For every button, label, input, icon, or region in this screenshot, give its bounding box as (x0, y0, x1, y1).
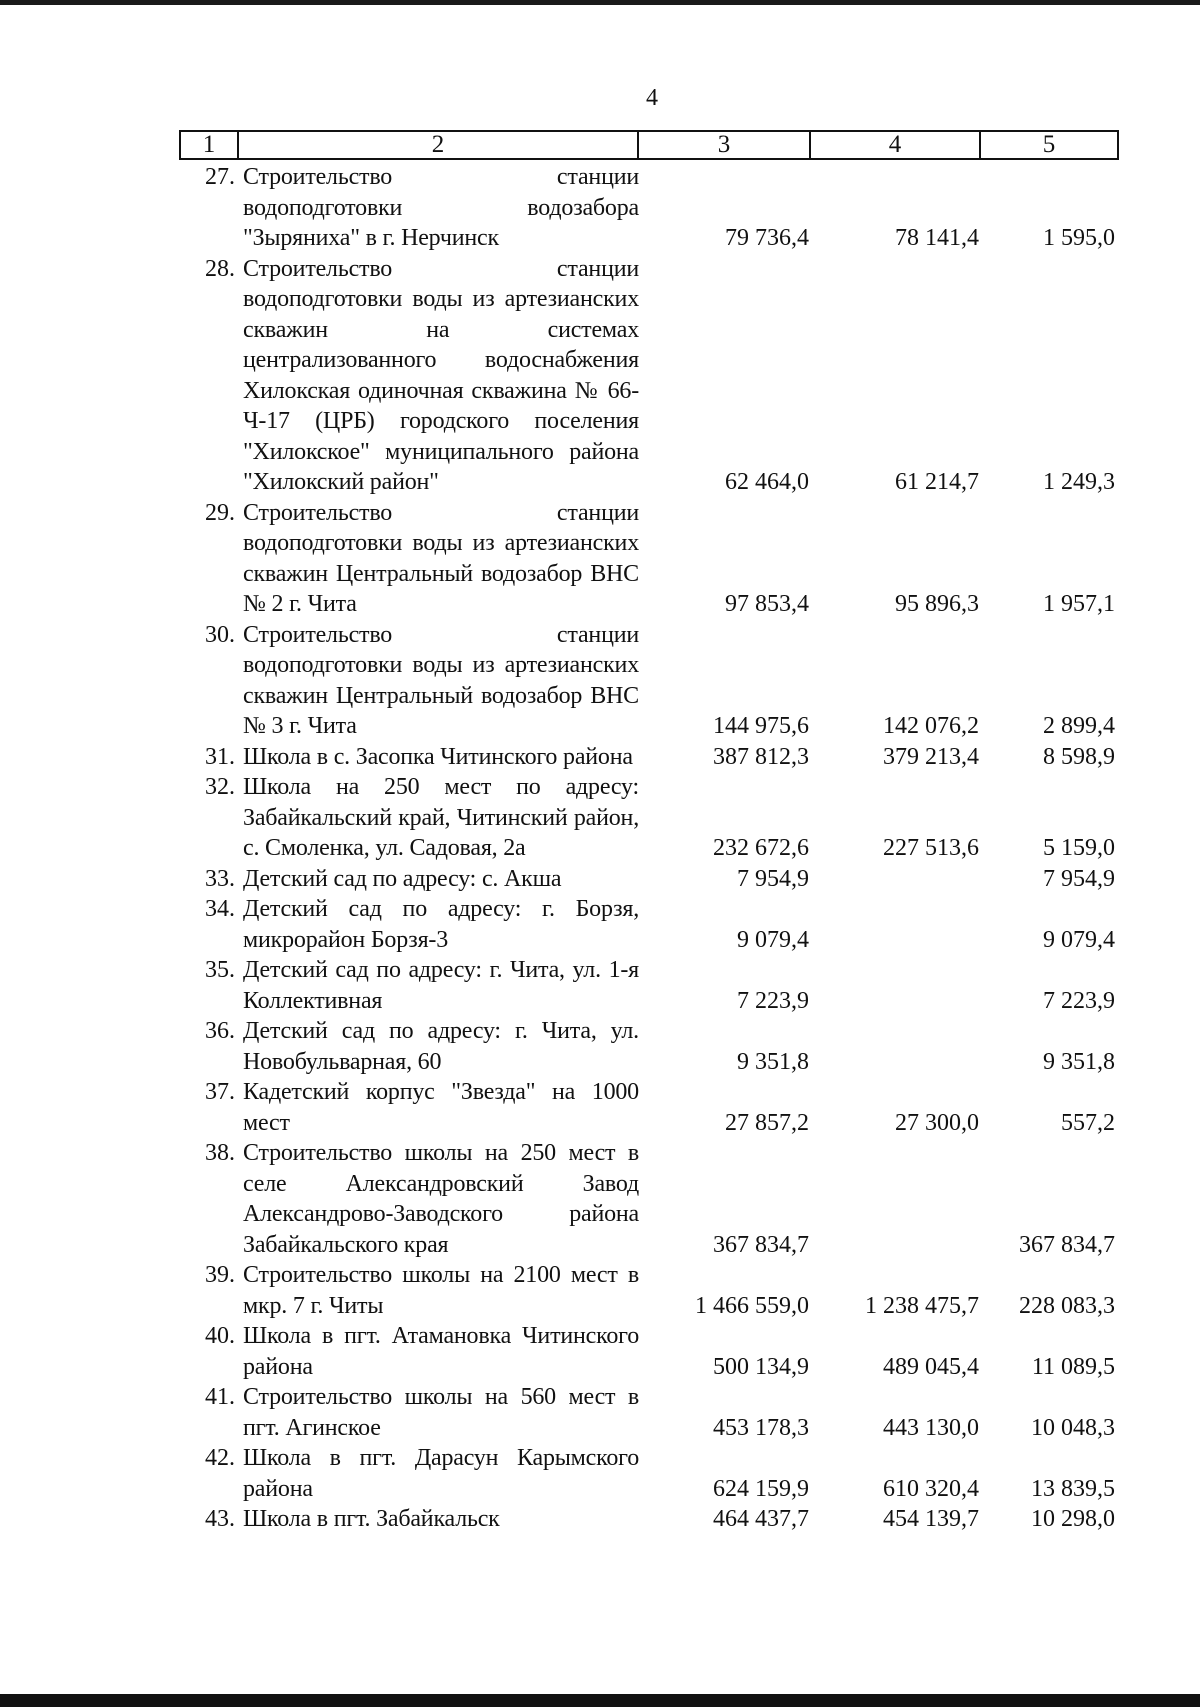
bottom-scan-border (0, 1694, 1200, 1707)
row-number: 35. (205, 957, 235, 983)
row-federal: 1 238 475,7 (865, 1292, 979, 1319)
table-row (179, 1260, 1119, 1321)
row-total: 453 178,3 (713, 1414, 809, 1441)
row-name: Детский сад по адресу: г. Чита, ул. Новобульварная, 60 (243, 1018, 639, 1075)
table-row (179, 864, 1119, 895)
row-name: Школа в пгт. Атамановка Читинского района (243, 1323, 639, 1380)
row-name: Детский сад по адресу: г. Чита, ул. 1-я Коллективная (243, 957, 639, 1014)
row-number: 37. (205, 1079, 235, 1105)
row-regional: 1 249,3 (1043, 469, 1115, 495)
row-regional: 1 957,1 (1043, 591, 1115, 617)
row-federal: 443 130,0 (883, 1414, 979, 1441)
row-total: 624 159,9 (713, 1475, 809, 1502)
top-scan-border (0, 0, 1200, 5)
row-total: 367 834,7 (713, 1231, 809, 1258)
row-regional: 9 351,8 (1043, 1048, 1115, 1075)
row-regional: 7 223,9 (1043, 987, 1115, 1014)
row-number: 27. (205, 164, 235, 190)
row-total: 7 223,9 (737, 987, 809, 1014)
row-regional: 8 598,9 (1043, 743, 1115, 770)
row-number: 31. (205, 743, 235, 770)
row-federal: 454 139,7 (883, 1506, 979, 1532)
table-row (179, 955, 1119, 1016)
table-row (179, 1016, 1119, 1077)
table-row (179, 254, 1119, 498)
column-header-4: 4 (811, 132, 981, 158)
row-name: Кадетский корпус "Звезда" на 1000 мест (243, 1079, 639, 1136)
row-name: Строительство станции водоподготовки воды из артезианских скважин Центральный водозабор ВНС № 3 г. Чита (243, 621, 639, 739)
row-total: 387 812,3 (713, 743, 809, 770)
row-regional: 9 079,4 (1043, 926, 1115, 953)
row-name: Школа в с. Засопка Читинского района (243, 743, 633, 770)
row-number: 34. (205, 896, 235, 922)
row-total: 464 437,7 (713, 1506, 809, 1532)
row-number: 42. (205, 1445, 235, 1471)
row-name: Школа в пгт. Забайкальск (243, 1506, 500, 1532)
row-number: 41. (205, 1384, 235, 1410)
row-total: 7 954,9 (737, 865, 809, 892)
row-federal: 227 513,6 (883, 835, 979, 861)
row-federal: 78 141,4 (895, 225, 979, 251)
table-row (179, 1321, 1119, 1382)
row-total: 62 464,0 (725, 469, 809, 495)
row-federal: 489 045,4 (883, 1353, 979, 1380)
row-total: 9 079,4 (737, 926, 809, 953)
column-header-2: 2 (239, 132, 639, 158)
row-number: 43. (205, 1506, 235, 1532)
table-row (179, 498, 1119, 620)
row-federal: 27 300,0 (895, 1109, 979, 1136)
row-total: 144 975,6 (713, 713, 809, 739)
row-name: Строительство школы на 250 мест в селе Александровский Завод Александрово-Заводского района Забайкальского края (243, 1140, 639, 1258)
page-number: 4 (646, 85, 658, 111)
row-name: Строительство станции водоподготовки воды из артезианских скважин на системах централизованного водоснабжения Хилокская одиночная скважина № 66-Ч-17 (ЦРБ) городского поселения "Хилокское" муниципального района "Хилокский район" (243, 255, 639, 495)
table-row (179, 1443, 1119, 1504)
row-regional: 557,2 (1061, 1109, 1115, 1136)
row-total: 232 672,6 (713, 835, 809, 861)
table-row (179, 742, 1119, 773)
column-header-5: 5 (1042, 131, 1056, 158)
row-number: 29. (205, 499, 235, 526)
row-federal: 95 896,3 (895, 591, 979, 617)
row-regional: 2 899,4 (1043, 713, 1115, 739)
row-number: 38. (205, 1140, 235, 1166)
row-number: 32. (205, 774, 235, 800)
row-regional: 10 048,3 (1031, 1414, 1115, 1441)
row-total: 1 466 559,0 (695, 1292, 809, 1319)
table-row (179, 894, 1119, 955)
row-number: 28. (205, 255, 235, 282)
row-name: Строительство школы на 2100 мест в мкр. 7 г. Читы (243, 1262, 639, 1319)
column-header-1: 1 (181, 132, 239, 158)
row-name: Школа на 250 мест по адресу: Забайкальский край, Читинский район, с. Смоленка, ул. Садовая, 2а (243, 774, 639, 861)
table-header (179, 130, 1119, 160)
row-total: 9 351,8 (737, 1048, 809, 1075)
row-number: 36. (205, 1018, 235, 1044)
row-name: Строительство станции водоподготовки воды из артезианских скважин Центральный водозабор ВНС № 2 г. Чита (243, 499, 639, 617)
row-name: Детский сад по адресу: г. Борзя, микрорайон Борзя-3 (243, 896, 639, 953)
row-number: 33. (205, 865, 235, 892)
row-regional: 11 089,5 (1031, 1353, 1115, 1380)
table-row (179, 1077, 1119, 1138)
row-federal: 379 213,4 (883, 743, 979, 770)
row-total: 500 134,9 (713, 1353, 809, 1380)
column-header-3: 3 (639, 132, 811, 158)
row-name: Строительство станции водоподготовки водозабора "Зыряниха" в г. Нерчинск (243, 164, 639, 251)
row-name: Детский сад по адресу: с. Акша (243, 865, 562, 892)
row-regional: 7 954,9 (1043, 865, 1115, 892)
row-federal: 142 076,2 (883, 713, 979, 739)
table-body (179, 162, 1119, 1535)
row-name: Строительство школы на 560 мест в пгт. Агинское (243, 1384, 639, 1441)
row-regional: 5 159,0 (1043, 835, 1115, 861)
table-row (179, 1504, 1119, 1535)
row-number: 39. (205, 1262, 235, 1288)
table-row (179, 620, 1119, 742)
table-row (179, 1138, 1119, 1260)
row-regional: 1 595,0 (1043, 225, 1115, 251)
row-regional: 13 839,5 (1031, 1475, 1115, 1502)
row-regional: 367 834,7 (1019, 1231, 1115, 1258)
table-row (179, 1382, 1119, 1443)
row-name: Школа в пгт. Дарасун Карымского района (243, 1445, 639, 1502)
row-number: 30. (205, 621, 235, 648)
row-total: 27 857,2 (725, 1109, 809, 1136)
row-regional: 10 298,0 (1031, 1506, 1115, 1532)
row-total: 79 736,4 (725, 225, 809, 251)
table-row (179, 162, 1119, 254)
row-federal: 610 320,4 (883, 1475, 979, 1502)
row-federal: 61 214,7 (895, 469, 979, 495)
table-row (179, 772, 1119, 864)
row-total: 97 853,4 (725, 591, 809, 617)
row-regional: 228 083,3 (1019, 1292, 1115, 1319)
row-number: 40. (205, 1323, 235, 1349)
